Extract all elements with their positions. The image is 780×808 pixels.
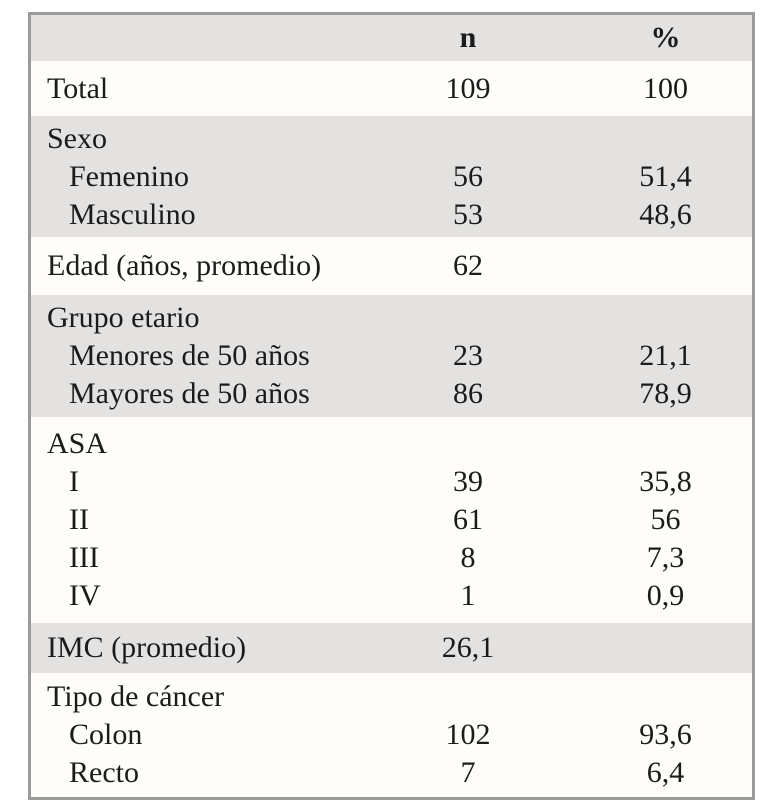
section-imc <box>31 623 752 673</box>
table-header-band <box>31 15 752 61</box>
group-label: Grupo etario <box>47 301 200 334</box>
table-row-menores-50 <box>31 337 752 375</box>
row-percent-value: 6,4 <box>646 756 685 789</box>
table-row-femenino <box>31 158 752 196</box>
row-label: Edad (años, promedio) <box>47 249 322 282</box>
column-header-n: n <box>459 21 477 54</box>
table-row-recto <box>31 754 752 792</box>
table-row-total <box>31 70 752 108</box>
row-n-value: 56 <box>453 160 483 193</box>
row-percent-value: 93,6 <box>639 718 692 751</box>
row-label: Colon <box>69 718 143 751</box>
row-n-value: 7 <box>460 756 476 789</box>
header-row <box>31 15 752 61</box>
row-label: Recto <box>69 756 139 789</box>
row-n-value: 39 <box>453 465 483 498</box>
row-percent-value: 56 <box>650 503 681 536</box>
header-empty-cell <box>31 15 369 61</box>
row-n-value: 1 <box>460 579 476 612</box>
row-n-value: 26,1 <box>441 631 495 664</box>
row-percent-value: 48,6 <box>639 198 692 231</box>
demographics-table <box>28 12 755 800</box>
row-n-value: 62 <box>453 249 483 282</box>
row-n-value: 8 <box>460 541 476 574</box>
table-row-imc <box>31 629 752 667</box>
section-total <box>31 61 752 116</box>
row-n-value: 109 <box>445 72 491 105</box>
row-label: III <box>69 541 99 574</box>
table-row-colon <box>31 716 752 754</box>
group-header-grupo-etario <box>31 299 752 337</box>
row-label: II <box>69 503 89 536</box>
row-n-value: 61 <box>453 503 483 536</box>
row-percent-value: 100 <box>643 72 688 105</box>
row-percent-value: 35,8 <box>639 465 692 498</box>
row-label: IMC (promedio) <box>47 631 247 664</box>
group-header-tipo-cancer <box>31 678 752 716</box>
row-n-value: 86 <box>453 377 483 410</box>
column-header-percent: % <box>650 21 681 54</box>
row-percent-value: 7,3 <box>646 541 685 574</box>
group-label: Tipo de cáncer <box>47 680 225 713</box>
row-label: Masculino <box>69 198 196 231</box>
row-percent-value: 51,4 <box>639 160 692 193</box>
row-n-value: 53 <box>453 198 483 231</box>
table-row-asa-3 <box>31 539 752 577</box>
group-label: Sexo <box>47 122 107 155</box>
row-label: IV <box>69 579 101 612</box>
row-label: Total <box>47 72 109 105</box>
section-edad <box>31 237 752 295</box>
section-asa <box>31 417 752 623</box>
row-percent-value: 0,9 <box>646 579 685 612</box>
section-grupo-etario <box>31 295 752 417</box>
row-n-value: 23 <box>453 339 483 372</box>
row-label: I <box>69 465 79 498</box>
table-row-masculino <box>31 196 752 234</box>
group-header-sexo <box>31 120 752 158</box>
row-percent-value: 78,9 <box>639 377 692 410</box>
row-percent-value: 21,1 <box>639 339 692 372</box>
group-label: ASA <box>47 427 108 460</box>
row-n-value: 102 <box>445 718 491 751</box>
table-row-asa-1 <box>31 463 752 501</box>
table-row-asa-4 <box>31 577 752 615</box>
group-header-asa <box>31 425 752 463</box>
section-sexo <box>31 116 752 237</box>
table-row-asa-2 <box>31 501 752 539</box>
row-label: Femenino <box>69 160 189 193</box>
table-row-edad <box>31 247 752 285</box>
section-tipo-cancer <box>31 673 752 797</box>
row-label: Mayores de 50 años <box>69 377 310 410</box>
table-row-mayores-50 <box>31 375 752 413</box>
row-label: Menores de 50 años <box>69 339 310 372</box>
